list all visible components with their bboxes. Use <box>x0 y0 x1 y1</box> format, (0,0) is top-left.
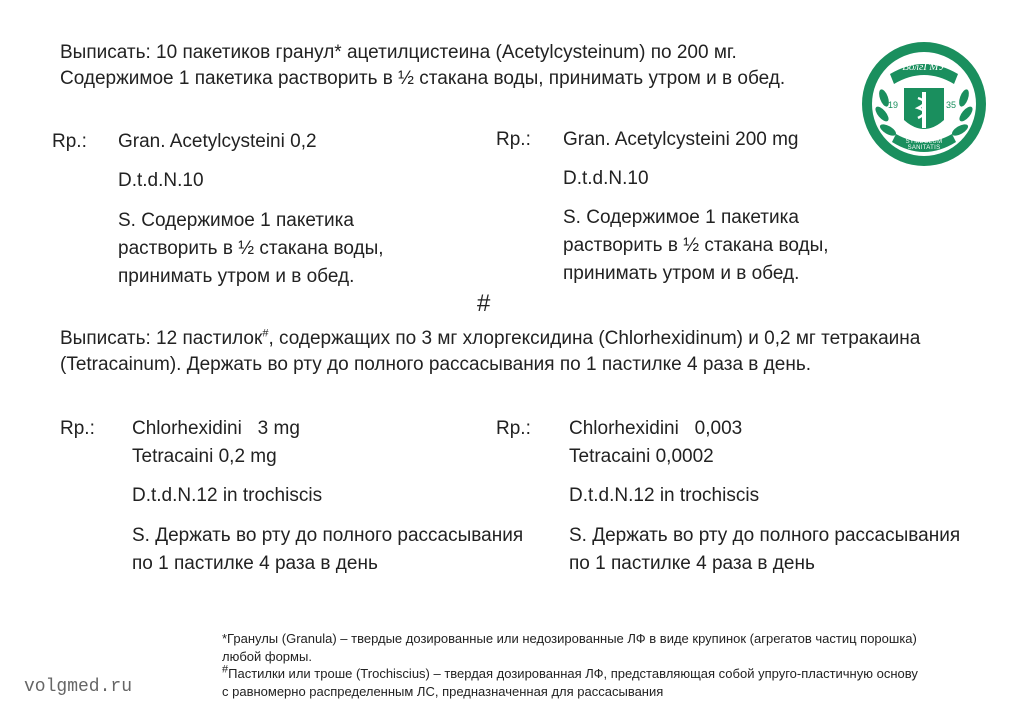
rx1-left-signa: S. Содержимое 1 пакетика растворить в ½ стакана воды, принимать утром и в обед. <box>118 210 384 287</box>
hash-mark: # <box>477 290 491 317</box>
rx2-right-dtd: D.t.d.N.12 in trochiscis <box>569 485 760 506</box>
footnote-granules: *Гранулы (Granula) – твердые дозированные или недозированные ЛФ в виде крупинок (агрегатов частиц порошка) любой формы. <box>222 631 917 664</box>
rx1-left-drug: Gran. Acetylcysteini 0,2 <box>118 131 317 152</box>
volggmu-logo <box>858 38 990 170</box>
task-2-text <box>60 326 960 378</box>
rx1-right-drug: Gran. Acetylcysteini 200 mg <box>563 129 799 150</box>
rx2-right-signa: S. Держать во рту до полного рассасывания по 1 пастилке 4 раза в день <box>569 525 961 574</box>
footnote-lozenges-text: Пастилки или троше (Trochiscius) – твердая дозированная ЛФ, представляющая собой упруго-пластичную основу с равномерно распределенным ЛС, предназначенная для рассасывания <box>222 666 918 699</box>
logo-year-left: 19 <box>888 100 899 110</box>
site-link[interactable]: volgmed.ru <box>24 677 133 697</box>
rx2-right-drug-1: Chlorhexidini 0,003 <box>569 418 743 439</box>
task-1-text: Выписать: 10 пакетиков гранул* ацетилцистеина (Acetylcysteinum) по 200 мг. Содержимое 1 пакетика растворить в ½ стакана воды, принимать утром и в обед. <box>60 42 786 89</box>
rx1-right-dtd: D.t.d.N.10 <box>563 168 649 189</box>
footnote <box>222 630 922 700</box>
rx1-left-rp-label: Rp.: <box>52 131 87 152</box>
rx1-left-dtd: D.t.d.N.10 <box>118 170 204 191</box>
footnote-lozenges <box>222 665 922 700</box>
logo-motto: SYMBOLUM SANITATIS <box>905 139 943 151</box>
logo-name: ВолгГМУ <box>902 61 946 73</box>
task-2-text-b: , содержащих по 3 мг хлоргексидина (Chlorhexidinum) и 0,2 мг тетракаина (Tetracainum). Держать во рту до полного рассасывания по 1 пастилке 4 раза в день. <box>60 328 921 375</box>
rx2-right-rp-label: Rp.: <box>496 418 531 439</box>
rx2-right-drug-2: Tetracaini 0,0002 <box>569 446 714 467</box>
task-2-text-a: Выписать: 12 пастилок <box>60 328 263 349</box>
rx2-left-drug-2: Tetracaini 0,2 mg <box>132 446 277 467</box>
rx2-left-rp-label: Rp.: <box>60 418 95 439</box>
rx1-right-rp-label: Rp.: <box>496 129 531 150</box>
logo-year-right: 35 <box>946 100 957 110</box>
task-2-sup: # <box>262 327 269 340</box>
rx2-left-signa: S. Держать во рту до полного рассасывания по 1 пастилке 4 раза в день <box>132 525 524 574</box>
rx2-left-dtd: D.t.d.N.12 in trochiscis <box>132 485 323 506</box>
rx1-right-signa: S. Содержимое 1 пакетика растворить в ½ стакана воды, принимать утром и в обед. <box>563 207 829 284</box>
footnote-lozenges-sup: # <box>222 663 229 676</box>
rx2-left-drug-1: Chlorhexidini 3 mg <box>132 418 300 439</box>
